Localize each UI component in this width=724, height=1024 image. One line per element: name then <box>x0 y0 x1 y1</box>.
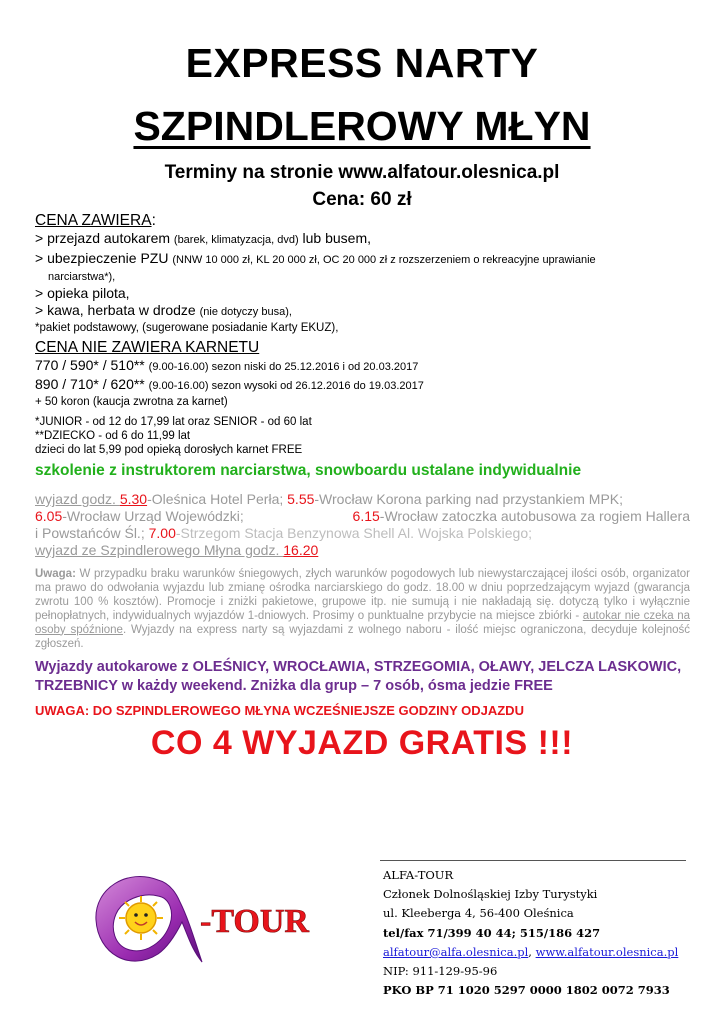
alfa-tour-logo <box>88 858 318 978</box>
includes-section <box>35 211 690 336</box>
email-link[interactable]: alfatour@alfa.olesnica.pl <box>383 944 529 959</box>
includes-item-insurance-cont: narciarstwa*), <box>48 271 116 283</box>
notice-paragraph: Uwaga: W przypadku braku warunków śniegowych, złych warunków pogodowych lub niewystarczającej ilości osób, organizator ma prawo do odwołania wyjazdu lub zmianę ośrodka narciarskiego do godz. 18.00 w dniu poprzedzającym wyjazd (gwarancja zwrotu 100 % kosztów). Promocje i zniżki pakietowe, grupowe itp. nie sumują i nie nakładają się. dotyczą tylko i wyłącznie pełnopłatnych, indywidualnych wyjazdów 1-dniowych. Prosimy o punktualne przybycie na miejsce zbiórki - autokar nie czeka na osoby spóźnione. Wyjazdy na express narty są wyjazdami z wolnego naboru - ilość miejsc ograniczona, decyduje kolejność zgłoszeń. <box>35 568 690 650</box>
excludes-junior: *JUNIOR - od 12 do 17,99 lat oraz SENIOR - od 60 lat <box>35 416 312 428</box>
includes-note: *pakiet podstawowy, (sugerowane posiadanie Karty EKUZ), <box>35 322 339 334</box>
excludes-row-high-season: 890 / 710* / 620** (9.00-16.00) sezon wysoki od 26.12.2016 do 19.03.2017 <box>35 376 424 392</box>
excludes-deposit: + 50 koron (kaucja zwrotna za karnet) <box>35 396 228 408</box>
phone: tel/fax 71/399 40 44; 515/186 427 <box>383 925 601 940</box>
website-link[interactable]: www.alfatour.olesnica.pl <box>535 944 679 959</box>
price-line: Cena: 60 zł <box>312 189 412 210</box>
includes-heading: CENA ZAWIERA <box>35 212 152 229</box>
warning-line: UWAGA: DO SZPINDLEROWEGO MŁYNA WCZEŚNIEJSZE GODZINY ODJAZDU <box>35 703 524 718</box>
promo-headline: CO 4 WYJAZD GRATIS !!! <box>150 724 574 762</box>
includes-heading-colon: : <box>151 212 156 229</box>
includes-item-insurance: > ubezpieczenie PZU (NNW 10 000 zł, KL 20 000 zł, OC 20 000 zł z rozszerzeniem o rekreacyjne uprawianie <box>35 250 596 266</box>
includes-item-pilot: > opieka pilota, <box>35 285 130 301</box>
departures-block: wyjazd godz. 5.30-Oleśnica Hotel Perła; 5.55-Wrocław Korona parking nad przystankiem MPK; 6.05-Wrocław Urząd Wojewódzki; 6.15-Wrocław zatoczka autobusowa za rogiem Hallera i Powstańców Śl.; 7.00-Strzegom Stacja Benzynowa Shell Al. Wojska Polskiego; wyjazd ze Szpindlerowego Młyna godz. 16.20 <box>35 491 690 558</box>
contact-block <box>383 866 678 1000</box>
nip: NIP: 911-129-95-96 <box>383 964 498 979</box>
address: ul. Kleeberga 4, 56-400 Oleśnica <box>383 906 574 921</box>
includes-item-coffee: > kawa, herbata w drodze (nie dotyczy busa), <box>35 302 292 318</box>
terms-line: Terminy na stronie www.alfatour.olesnica.pl <box>164 162 560 183</box>
company-name: ALFA-TOUR <box>383 868 454 882</box>
logo-text: -TOUR <box>200 903 309 940</box>
excludes-child: **DZIECKO - od 6 do 11,99 lat <box>35 430 191 442</box>
links-line: alfatour@alfa.olesnica.pl, www.alfatour.olesnica.pl <box>383 944 679 959</box>
alpha-sun-logo-icon <box>88 858 318 978</box>
excludes-heading: CENA NIE ZAWIERA KARNETU <box>35 339 260 356</box>
membership: Członek Dolnośląskiej Izby Turystyki <box>383 887 598 902</box>
excludes-kids: dzieci do lat 5,99 pod opieką dorosłych karnet FREE <box>35 444 303 456</box>
weekend-departures: Wyjazdy autokarowe z OLEŚNICY, WROCŁAWIA, STRZEGOMIA, OŁAWY, JELCZA LASKOWIC, TRZEBNICY w każdy weekend. Zniżka dla grup – 7 osób, ósma jedzie FREE <box>35 659 682 694</box>
training-line: szkolenie z instruktorem narciarstwa, snowboardu ustalane indywidualnie <box>35 462 582 479</box>
title-line-2: SZPINDLEROWY MŁYN <box>133 103 591 149</box>
excludes-section <box>35 339 690 457</box>
title-line-1: EXPRESS NARTY <box>185 40 539 86</box>
contact-divider <box>380 860 686 861</box>
bank-account: PKO BP 71 1020 5297 0000 1802 0072 7933 <box>383 983 670 998</box>
includes-item-bus: > przejazd autokarem (barek, klimatyzacja, dvd) lub busem, <box>35 230 371 246</box>
excludes-row-low-season: 770 / 590* / 510** (9.00-16.00) sezon niski do 25.12.2016 i od 20.03.2017 <box>35 357 419 373</box>
